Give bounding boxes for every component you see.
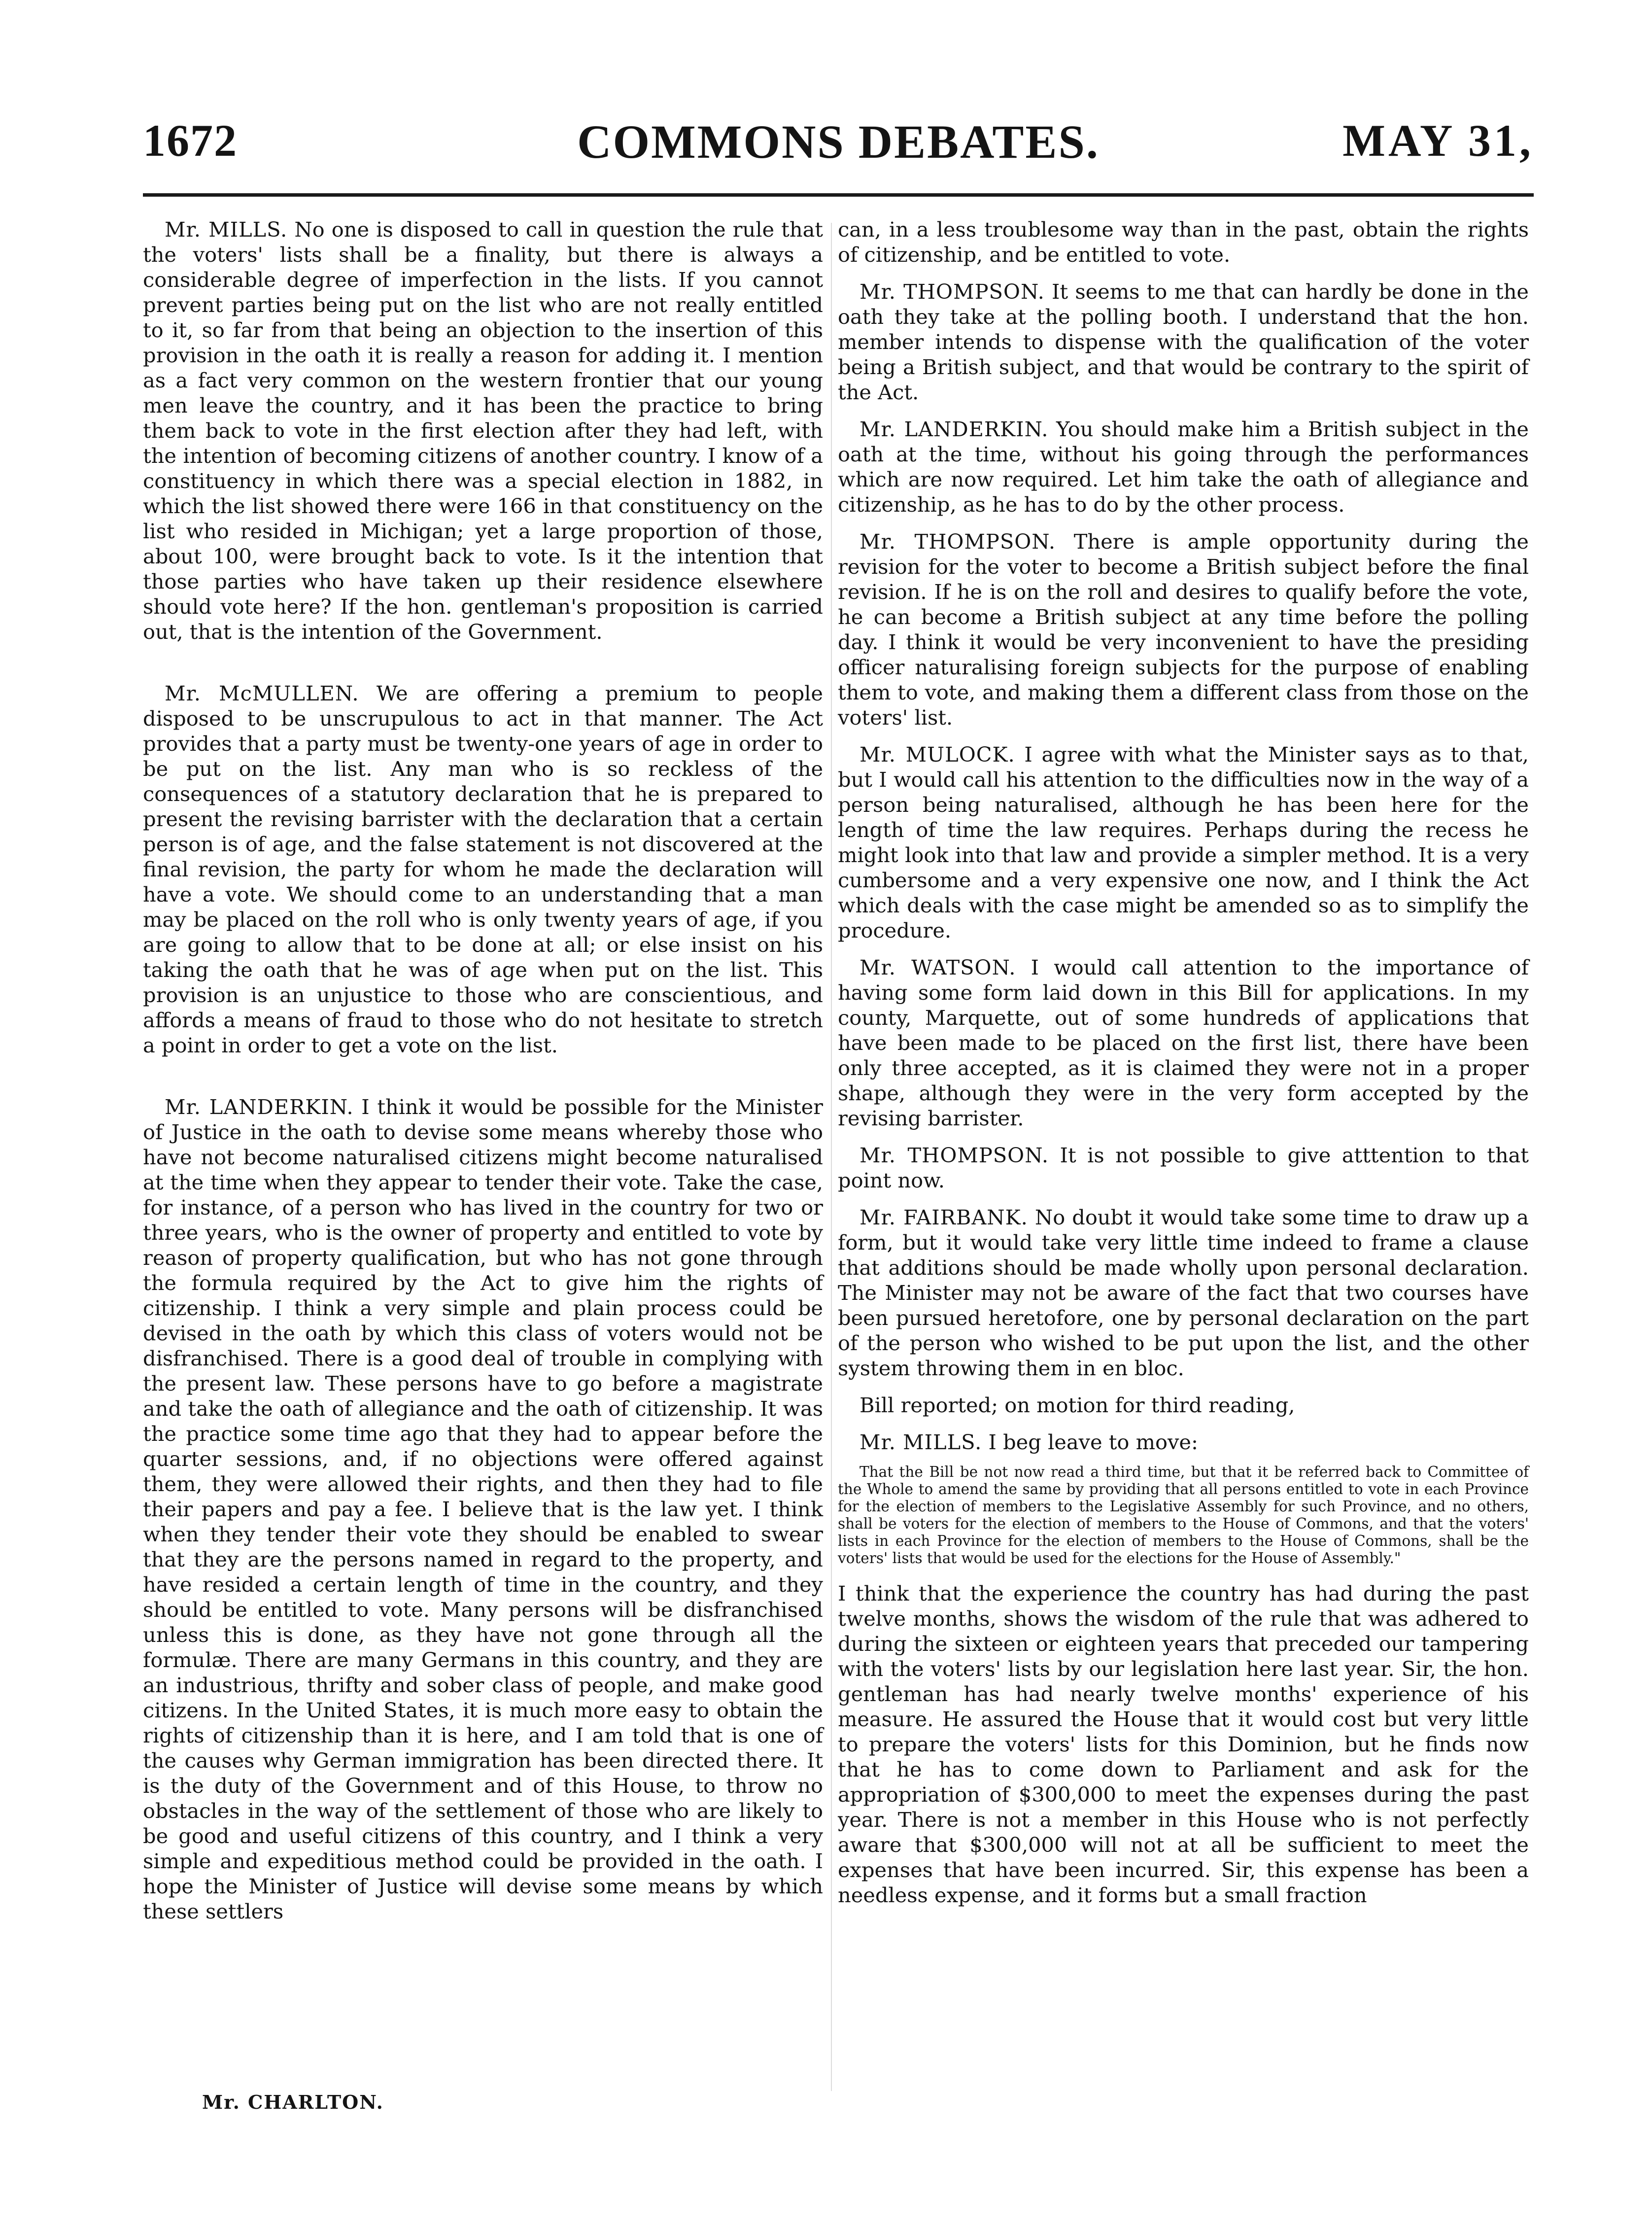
- speech-text: It is not possible to give atttention to that point now.: [838, 1143, 1529, 1192]
- speaker-name: Mr. FAIRBANK.: [860, 1205, 1028, 1229]
- speech-text: We are offering a premium to people disposed to be unscrupulous to act in that manner. The Act provides that a party must be twenty-one years of age in order to be put on the list. Any man who is so reckless of the consequences of a statutory declaration that he is prepared to present the revising barrister with the declaration that a certain person is of age, and the false statement is not discovered at the final revision, the party for whom he made the declaration will have a vote. We should come to an understanding that a man may be placed on the roll who is only twenty years of age, if you are going to allow that to be done at all; or else insist on his taking the oath that he was of age when put on the list. This provision is an unjustice to those who are conscientious, and affords a means of fraud to those who do not hesitate to stretch a point in order to get a vote on the list.: [143, 681, 823, 1057]
- speech-paragraph: [838, 417, 1529, 517]
- speech-paragraph: [838, 1143, 1529, 1193]
- column-divider: [831, 223, 832, 2091]
- left-column: [143, 217, 823, 1936]
- page-header: [143, 114, 1534, 188]
- speech-text: No doubt it would take some time to draw up a form, but it would take very little time indeed to frame a clause that additions should be made wholly upon personal declaration. The Minister may not be aware of the fact that two courses have been pursued heretofore, one by personal declaration on the part of the person who wished to be put upon the list, and the other system throwing them in en bloc.: [838, 1205, 1529, 1380]
- page-title: COMMONS DEBATES.: [577, 115, 1100, 168]
- speech-paragraph: [838, 955, 1529, 1131]
- page-number: 1672: [143, 115, 238, 166]
- speech-text: I think it would be possible for the Minister of Justice in the oath to devise some means whereby those who have not become naturalised citizens might become naturalised at the time when they appear to tender their vote. Take the case, for instance, of a person who has lived in the country for two or three years, who is the owner of property and entitled to vote by reason of property qualification, but who has not gone through the formula required by the Act to give him the rights of citizenship. I think a very simple and plain process could be devised in the oath by which this class of voters would not be disfranchised. There is a good deal of trouble in complying with the present law. These persons have to go before a magistrate and take the oath of allegiance and the oath of citizenship. It was the practice some time ago that they had to appear before the quarter sessions, and, if no objections were offered against them, they were allowed their rights, and then they had to file their papers and pay a fee. I believe that is the law yet. I think when they tender their vote they should be enabled to swear that they are the persons named in regard to the property, and have resided a certain length of time in the country, and they should be entitled to vote. Many persons will be disfranchised unless this is done, as they have not gone through all the formulæ. There are many Germans in this country, and they are an industrious, thrifty and sober class of people, and make good citizens. In the United States, it is much more easy to obtain the rights of citizenship than it is here, and I am told that is one of the causes why German immigration has been directed there. It is the duty of the Government and of this House, to throw no obstacles in the way of the settlement of those who are likely to be good and useful citizens of this country, and I think a very simple and expeditious method could be provided in the oath. I hope the Minister of Justice will devise some means by which these settlers: [143, 1095, 823, 1923]
- speech-continuation: [838, 217, 1529, 267]
- speaker-name: Mr. LANDERKIN.: [860, 417, 1049, 441]
- speech-paragraph: [838, 742, 1529, 943]
- speech-text: It seems to me that can hardly be done in the oath they take at the polling booth. I understand that the hon. member intends to dispense with the qualification of the voter being a British subject, and that would be contrary to the spirit of the Act.: [838, 279, 1529, 404]
- procedure-note: [838, 1393, 1529, 1418]
- speaker-name: Mr. McMULLEN.: [165, 681, 359, 705]
- speaker-name: Mr. THOMPSON.: [860, 529, 1056, 554]
- speaker-name: Mr. WATSON.: [860, 955, 1016, 979]
- speech-text: There is ample opportunity during the revision for the voter to become a British subject before the final revision. If he is on the roll and desires to qualify before the vote, he can become a British subject at any time before the polling day. I think it would be very inconvenient to have the presiding officer naturalising foreign subjects for the purpose of enabling them to vote, and making them a different class from those on the voters' list.: [838, 529, 1529, 730]
- motion-text: That the Bill be not now read a third time, but that it be referred back to Committee of the Whole to amend the same by providing that all persons entitled to vote in each Province for the election of members to the Legislative Assembly for such Province, and no others, shall be voters for the election of members to the House of Commons, and that the voters' lists in each Province for the election of members to the House of Commons, shall be the voters' lists that would be used for the elections for the House of Assembly.": [838, 1464, 1529, 1567]
- speech-text: can, in a less troublesome way than in the past, obtain the rights of citizenship, and be entitled to vote.: [838, 217, 1529, 267]
- speaker-name: Mr. MILLS.: [860, 1430, 982, 1454]
- speaker-name: Mr. MULOCK.: [860, 742, 1015, 767]
- speech-text: I agree with what the Minister says as to that, but I would call his attention to the difficulties now in the way of a person being naturalised, although he has been here for the length of time the law requires. Perhaps during the recess he might look into that law and provide a simpler method. It is a very cumbersome and a very expensive one now, and I think the Act which deals with the case might be amended so as to simplify the procedure.: [838, 742, 1529, 942]
- speech-text: I would call attention to the importance of having some form laid down in this Bill for applications. In my county, Marquette, out of some hundreds of applications that have been made to be placed on the first list, there have been only three accepted, as it is claimed they were not in a proper shape, although they were in the very form accepted by the revising barrister.: [838, 955, 1529, 1130]
- page-date: MAY 31,: [1342, 115, 1534, 166]
- closing-paragraph: I think that the experience the country has had during the past twelve months, shows the wisdom of the rule that was adhered to during the sixteen or eighteen years that preceded our tampering with the voters' lists by our legislation here last year. Sir, the hon. gentleman has had nearly twelve months' experience of his measure. He assured the House that it would cost but very little to prepare the voters' lists for this Dominion, but he finds now that he has to come down to Parliament and ask for the appropriation of $300,000 to meet the expenses during the past year. There is not a member in this House who is not perfectly aware that $300,000 will not at all be sufficient to meet the expenses that have been incurred. Sir, this expense has been a needless expense, and it forms but a small fraction: [838, 1581, 1529, 1907]
- speech-paragraph: [143, 217, 823, 644]
- speech-text: I beg leave to move:: [988, 1430, 1198, 1454]
- right-column: [838, 217, 1529, 1919]
- speech-paragraph: [143, 681, 823, 1058]
- speech-paragraph: [838, 1205, 1529, 1381]
- speech-text: Bill reported; on motion for third reading,: [860, 1393, 1295, 1417]
- speech-paragraph: [838, 279, 1529, 405]
- speaker-name: Mr. MILLS.: [165, 217, 288, 242]
- header-rule: [143, 193, 1534, 197]
- speech-paragraph: [838, 1429, 1529, 1455]
- speech-text: You should make him a British subject in the oath at the time, without his going through the performances which are now required. Let him take the oath of allegiance and citizenship, as he has to do by the other process.: [838, 417, 1529, 517]
- speaker-name: Mr. THOMPSON.: [860, 1143, 1049, 1167]
- speech-text: No one is disposed to call in question the rule that the voters' lists shall be a finality, but there is always a considerable degree of imperfection in the lists. If you cannot prevent parties being put on the list who are not really entitled to it, so far from that being an objection to the insertion of this provision in the oath it is really a reason for adding it. I mention as a fact very common on the western frontier that our young men leave the country, and it has been the practice to bring them back to vote in the first election after they had left, with the intention of becoming citizens of another country. I know of a constituency in which there was a special election in 1882, in which the list showed there were 166 in that constituency on the list who resided in Michigan; yet a large proportion of those, about 100, were brought back to vote. Is it the intention that those parties who have taken up their residence elsewhere should vote here? If the hon. gentleman's proposition is carried out, that is the intention of the Government.: [143, 217, 823, 644]
- speech-paragraph: [838, 529, 1529, 730]
- speaker-name: Mr. THOMPSON.: [860, 279, 1045, 304]
- page-footer-catchword: Mr. CHARLTON.: [202, 2091, 384, 2113]
- speech-paragraph: [143, 1094, 823, 1924]
- speaker-name: Mr. LANDERKIN.: [165, 1095, 354, 1119]
